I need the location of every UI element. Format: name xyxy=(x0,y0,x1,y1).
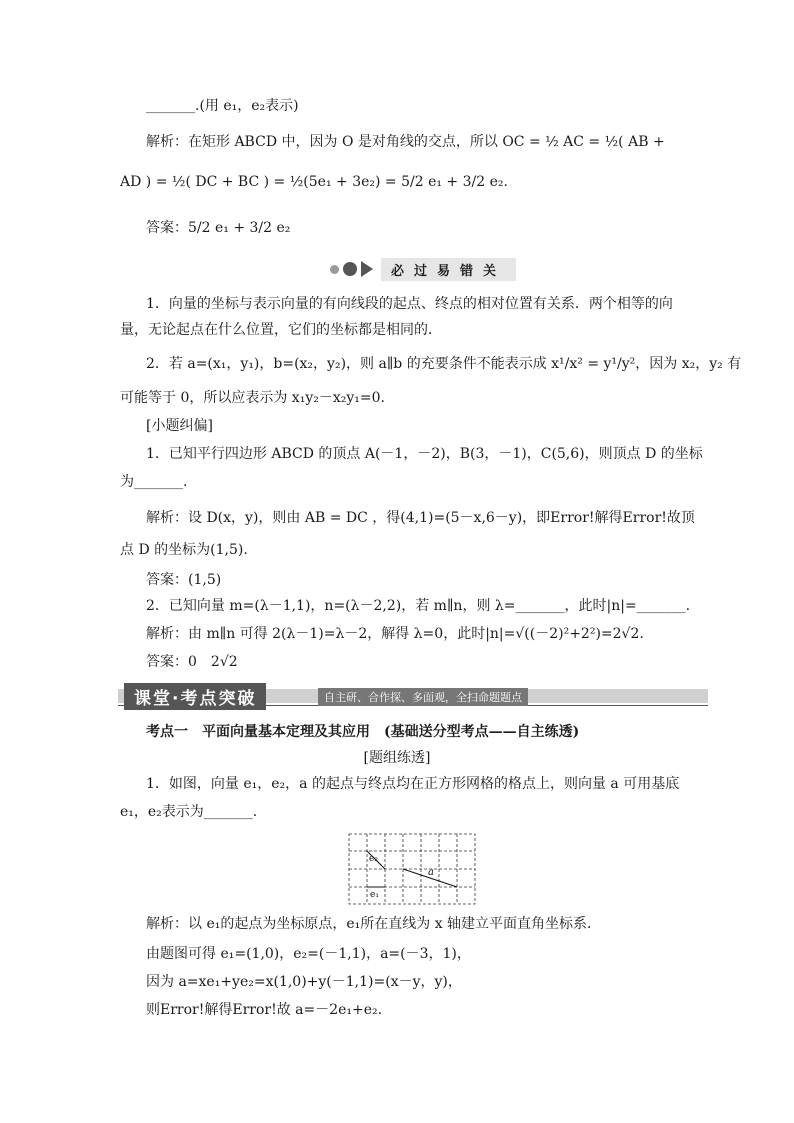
paragraph-line: 量，无论起点在什么位置，它们的坐标都是相同的． xyxy=(120,322,442,338)
topic-heading: 考点一 平面向量基本定理及其应用 (基础送分型考点——自主练透) xyxy=(146,724,580,740)
banner-dots-icon xyxy=(330,261,373,277)
solution-line: 点 D 的坐标为(1,5). xyxy=(120,542,248,558)
solution-line: 因为 a=xe₁+ye₂=x(1,0)+y(－1,1)=(x－y，y)， xyxy=(146,974,462,990)
vector-grid-figure xyxy=(348,833,476,909)
solution-line: 解析：由 m∥n 可得 2(λ－1)=λ－2，解得 λ=0，此时|n|=√((－2)²+2²)=2√2. xyxy=(146,626,644,642)
paragraph-line: 1．向量的坐标与表示向量的有向线段的起点、终点的相对位置有关系．两个相等的向 xyxy=(146,296,673,312)
subheading: [小题纠偏] xyxy=(146,418,213,434)
solution-line: AD ) = ½( DC + BC ) = ½(5e₁ + 3e₂) = 5/2 e₁ + 3/2 e₂. xyxy=(120,174,508,190)
grid-label-e1: e₁ xyxy=(370,890,379,900)
subheading: [题组练透] xyxy=(363,750,431,766)
text-line: _______.(用 e₁，e₂表示) xyxy=(146,98,299,114)
solution-line: 解析：设 D(x，y)，则由 AB = DC ，得(4,1)=(5－x,6－y)，即Error!解得Error!故顶 xyxy=(146,510,695,526)
grid-label-a: a xyxy=(428,867,434,878)
solution-line: 由题图可得 e₁=(1,0)，e₂=(－1,1)，a=(－3，1)， xyxy=(146,946,471,962)
solution-line: 则Error!解得Error!故 a=－2e₁+e₂. xyxy=(146,1002,383,1018)
banner-title: 必过易错关 xyxy=(381,258,516,281)
question-line: 1．已知平行四边形 ABCD 的顶点 A(－1，－2)，B(3，－1)，C(5,6)，则顶点 D 的坐标 xyxy=(146,446,703,462)
grid-svg xyxy=(348,833,476,905)
solution-line: 解析：在矩形 ABCD 中，因为 O 是对角线的交点，所以 OC = ½ AC = ½( AB + xyxy=(146,134,665,150)
paragraph-line: 2．若 a=(x₁，y₁)，b=(x₂，y₂)，则 a∥b 的充要条件不能表示成 x¹/x² = y¹/y²，因为 x₂，y₂ 有 xyxy=(146,356,742,372)
grid-label-e2: e₂ xyxy=(369,854,378,864)
chapter-banner xyxy=(118,683,708,709)
section-banner xyxy=(330,257,516,281)
chapter-banner-title: 课堂·考点突破 xyxy=(124,683,266,710)
question-line: 2．已知向量 m=(λ－1,1)，n=(λ－2,2)，若 m∥n，则 λ=_______，此时|n|=_______. xyxy=(146,598,691,614)
question-line: e₁，e₂表示为_______. xyxy=(120,804,258,820)
answer-line: 答案：(1,5) xyxy=(146,572,222,588)
answer-line: 答案：5/2 e₁ + 3/2 e₂ xyxy=(146,220,291,236)
solution-line: 解析：以 e₁的起点为坐标原点，e₁所在直线为 x 轴建立平面直角坐标系． xyxy=(146,916,602,932)
question-line: 1．如图，向量 e₁，e₂，a 的起点与终点均在正方形网格的格点上，则向量 a 可用基底 xyxy=(146,776,680,792)
paragraph-line: 可能等于 0，所以应表示为 x₁y₂－x₂y₁=0. xyxy=(120,390,385,406)
answer-line: 答案：0 2√2 xyxy=(146,654,238,670)
question-line: 为_______. xyxy=(120,474,188,490)
chapter-banner-subtitle: 自主研、合作探、多面观，全扫命题题点 xyxy=(318,688,528,706)
